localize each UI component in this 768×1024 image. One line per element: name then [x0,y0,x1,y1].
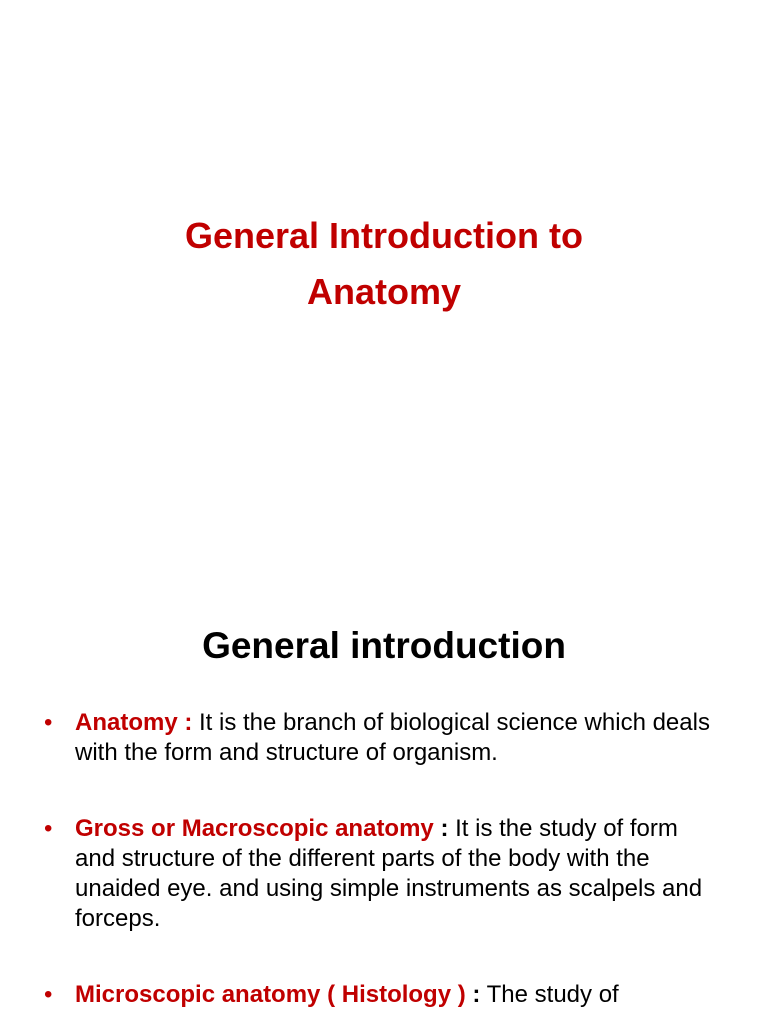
bullet-colon: : [465,981,481,1008]
bullet-icon: • [44,981,53,1008]
bullet-icon: • [44,709,53,736]
title-line-2: Anatomy [306,271,462,312]
bullet-term: Microscopic anatomy ( Histology ) [75,981,466,1008]
title-line-1: General Introduction to [184,215,583,256]
bullet-list [44,708,716,1024]
slide-heading: General introduction [202,625,566,666]
bullet-text: It is the study of form and structure of the different parts of the body with the unaided eye. and using simple instruments as scalpels and forceps. [75,815,703,932]
bullet-term: Anatomy : [75,709,193,736]
bullet-item [44,708,716,768]
bullet-text: It is the branch of biological science which deals with the form and structure of organism. [75,709,710,766]
bullet-text: The study of [480,981,619,1008]
bullet-term: Gross or Macroscopic anatomy [75,815,434,842]
bullet-item [44,814,716,934]
bullet-item [44,980,716,1010]
content-slide [0,576,768,1024]
bullet-colon: : [433,815,449,842]
bullet-icon: • [44,815,53,842]
slide-title [0,208,768,320]
